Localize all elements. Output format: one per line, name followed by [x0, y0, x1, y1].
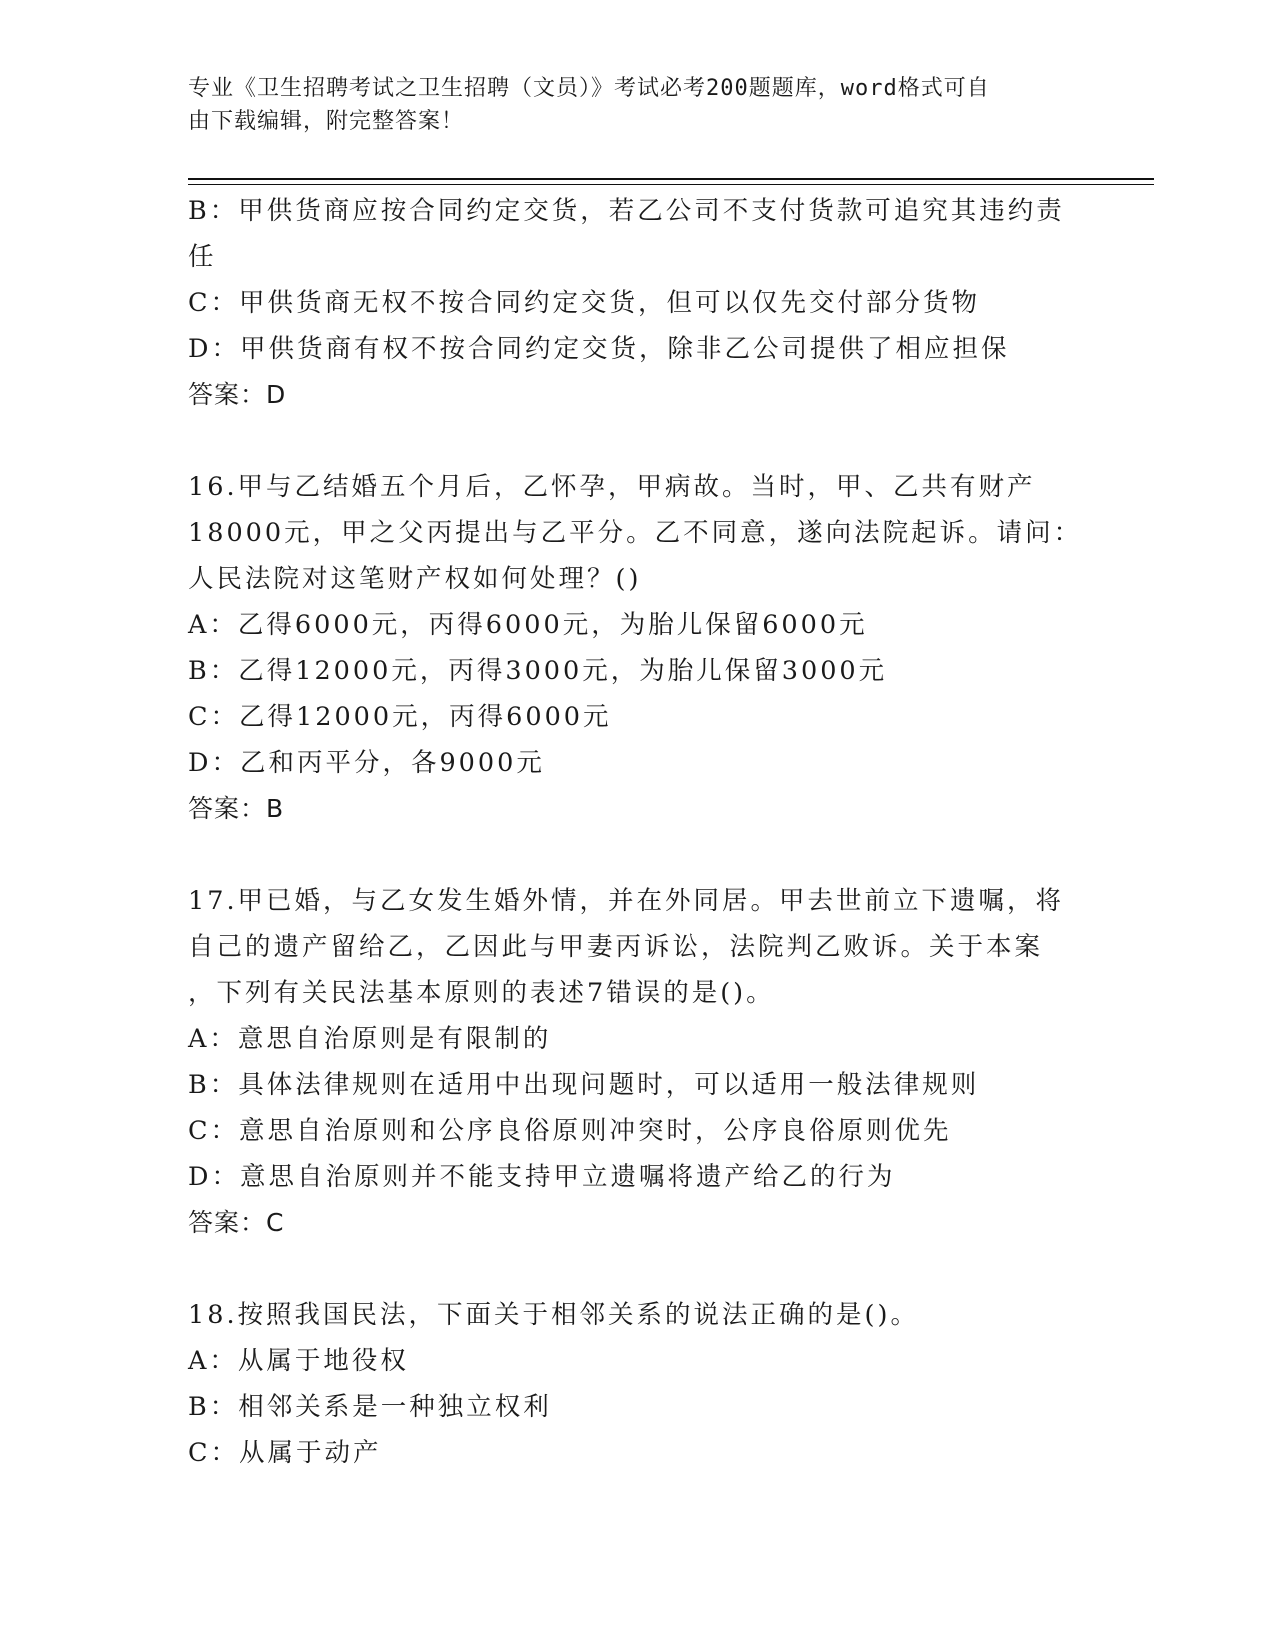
option-b: B：相邻关系是一种独立权利 [188, 1392, 552, 1422]
option-c: C：从属于动产 [188, 1438, 382, 1468]
option-a: A：从属于地役权 [188, 1346, 409, 1376]
spacer [188, 418, 1088, 464]
question-stem-line-2: 自己的遗产留给乙，乙因此与甲妻丙诉讼，法院判乙败诉。关于本案 [188, 932, 1044, 962]
option-d: D：乙和丙平分，各9000元 [188, 748, 545, 778]
option-b: B：乙得12000元，丙得3000元，为胎儿保留3000元 [188, 656, 888, 686]
question-16 [188, 464, 1088, 832]
question-stem-line-3: 人民法院对这笔财产权如何处理？() [188, 564, 642, 594]
question-list [188, 188, 1088, 1476]
option-b-line-1: B：甲供货商应按合同约定交货，若乙公司不支付货款可追究其违约责 [188, 196, 1065, 226]
question-17 [188, 878, 1088, 1246]
option-d: D：意思自治原则并不能支持甲立遗嘱将遗产给乙的行为 [188, 1162, 896, 1192]
spacer [188, 832, 1088, 878]
answer: 答案：C [188, 1208, 285, 1237]
option-c: C：甲供货商无权不按合同约定交货，但可以仅先交付部分货物 [188, 288, 981, 318]
answer: 答案：D [188, 380, 287, 409]
question-stem-line-1: 18.按照我国民法，下面关于相邻关系的说法正确的是()。 [188, 1300, 919, 1330]
header-title-line-2: 由下载编辑，附完整答案！ [188, 109, 465, 134]
option-c: C：乙得12000元，丙得6000元 [188, 702, 612, 732]
option-b-line-2: 任 [188, 242, 217, 272]
question-stem-line-1: 17.甲已婚，与乙女发生婚外情，并在外同居。甲去世前立下遗嘱，将 [188, 886, 1065, 916]
header-divider-thick [188, 178, 1154, 180]
option-c: C：意思自治原则和公序良俗原则冲突时，公序良俗原则优先 [188, 1116, 952, 1146]
answer: 答案：B [188, 794, 285, 823]
option-a: A：意思自治原则是有限制的 [188, 1024, 552, 1054]
document-header [188, 72, 1068, 138]
question-stem-line-2: 18000元，甲之父丙提出与乙平分。乙不同意，遂向法院起诉。请问： [188, 518, 1083, 548]
header-title-line-1: 专业《卫生招聘考试之卫生招聘（文员）》考试必考200题题库，word格式可自 [188, 76, 990, 101]
header-divider-thin [188, 184, 1154, 185]
question-15-tail [188, 188, 1088, 418]
option-b: B：具体法律规则在适用中出现问题时，可以适用一般法律规则 [188, 1070, 980, 1100]
option-d: D：甲供货商有权不按合同约定交货，除非乙公司提供了相应担保 [188, 334, 1010, 364]
question-stem-line-1: 16.甲与乙结婚五个月后，乙怀孕，甲病故。当时，甲、乙共有财产 [188, 472, 1036, 502]
option-a: A：乙得6000元，丙得6000元，为胎儿保留6000元 [188, 610, 868, 640]
question-18 [188, 1292, 1088, 1476]
question-stem-line-3: ，下列有关民法基本原则的表述7错误的是()。 [188, 978, 775, 1008]
spacer [188, 1246, 1088, 1292]
